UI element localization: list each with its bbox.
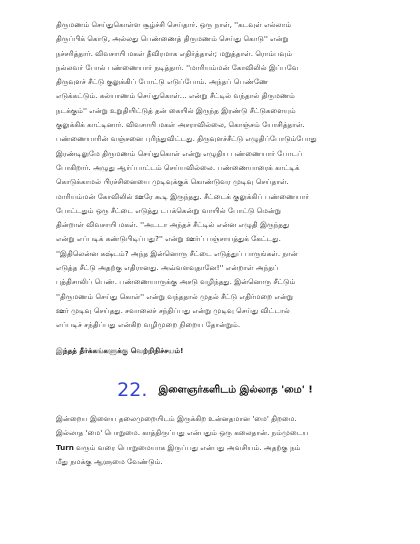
text-line: ''இதிலென்ன கஷ்டம்? அந்த இன்னொரு சீட்டை எடுத்துப் பாருங்கள். நான்	[56, 248, 298, 258]
text-line: தின்றாள் விவசாயி மகள். ''அடடா அந்தச் சீட்டில் என்ன எழுதி இருந்தது	[56, 220, 290, 230]
text-bold-segment: Turn	[56, 442, 74, 452]
text-line: எடுக்கட்டும். கல்யாணம் செய்துகொள்... என்று சீட்டில் வந்தால் திருமணம்	[56, 91, 295, 101]
text-line: நல்லவர் போல் பண்ணையார் நடித்தார். ''மாரியம்மன் கோவிலில் இப்பவே	[56, 62, 299, 72]
text-line	[56, 412, 374, 426]
text-line	[56, 455, 374, 469]
chapter-intro-paragraph	[56, 412, 374, 469]
text-line: கொடுக்காமல் பிரச்சினையை முடிவுக்குக் கொண்டுவர முடிவு செய்தாள்.	[56, 177, 289, 187]
text-segment: வரும் வரை பொறுமையாக இருப்பது என்பது அவசியம். அதற்கு நம்	[73, 442, 301, 452]
text-line: நச்சரித்தார். விவசாயி மகள் தீவிரமாக எதிர்த்தாள்; மறுத்தாள். ரொம்பவும்	[56, 48, 293, 58]
text-line: திருவுளச் சீட்டு குலுக்கிப் போட்டு எடுப்போம். அந்தப் பெண்ணே	[56, 77, 269, 87]
chapter-title: இளைஞர்களிடம் இல்லாத 'மை' !	[158, 384, 313, 396]
text-line: திருமணம் செய்துகொள்ள சூழ்ச்சி செய்தார். ஒரு நாள், ''கடவுள் எல்லாம்	[56, 20, 292, 29]
text-line: எப்படிச் சந்திப்பது என்கிற வழிமுறை நிறைய தோன்றும்.	[56, 320, 241, 330]
text-line: ''திருமணம் செய்து கொள்'' என்று வந்ததால் முதல் சீட்டு எதிர்மறை என்று	[56, 291, 294, 301]
page-content	[56, 18, 374, 469]
text-line: மாரியம்மன் கோவிலில் ஊரே கூடி இருந்தது. சீட்டைக் குலுக்கிப் பண்ணையார்	[56, 191, 310, 201]
closing-sentence: இந்தத் தீர்க்கங்களுக்கு வெற்றிநிச்சயம்!	[56, 345, 184, 355]
text-line: போகிறார். அழுது ஆர்ப்பாட்டம் செய்யவில்லை. பண்ணையாரைக் காட்டிக்	[56, 162, 300, 172]
text-line: போட்டதும் ஒரு சீட்டை எடுத்து டபக்கென்று வாயில் போட்டு மென்று	[56, 205, 282, 215]
chapter-number: 22.	[117, 379, 148, 402]
text-line: புத்திசாலிப் பெண். பண்ணையாருக்கு அசடு வழிந்தது. இன்னொரு சீட்டும்	[56, 277, 296, 287]
text-segment: இல்லாத 'மை' பொறுமை. காத்திருப்பது என்பதும் ஒரு கலைதான். நம்முடைய	[56, 428, 309, 438]
text-line: ஊர் முடிவு செய்தது. சவாலைச் சந்திப்பது என்று முடிவு செய்து விட்டால்	[56, 305, 290, 315]
text-line: என்று எப்படிக் கண்டுபிடிப்பது?'' என்று ஊர்ப் பஞ்சாயத்துக் கேட்டது.	[56, 234, 281, 244]
story-paragraph	[56, 18, 374, 333]
text-line: இரண்டிலுமே திருமணம் செய்துகொள் என்று எழுதிய பண்ணையார் போடப்	[56, 148, 303, 158]
text-line	[56, 426, 374, 440]
text-segment: மீது நமக்கு ஆளுமை வேண்டும்.	[56, 456, 163, 466]
text-segment: இன்றைய இளைய தலைமுறையிடம் இருக்கிற உன்னதமான 'மை' திறமை.	[56, 414, 297, 424]
text-line	[56, 441, 374, 455]
text-line: திருப்பிக் கொடு, அல்லது பெண்ணைத் திருமணம் செய்து கொடு'' என்று	[56, 34, 289, 44]
chapter-heading	[56, 378, 374, 403]
text-line: எடுத்த சீட்டு அதற்கு எதிரானது. அவ்வளவுதானே!'' என்றாள் அந்தப்	[56, 263, 279, 273]
text-line: பண்ணையாரின் வஞ்சனை புரிந்துவிட்டது. திருவுளச்சீட்டு எழுதிப்போடும்போது	[56, 134, 317, 144]
text-line: குலுக்கிக் காட்டினார். விவசாயி மகள் அசராவில்லை, கொஞ்சம் யோசித்தாள்.	[56, 120, 305, 130]
text-line: நடக்கும்'' என்று உறுதியிட்டுத் தன் கையில் இருந்த இரண்டு சீட்டுகளையும்	[56, 105, 296, 115]
